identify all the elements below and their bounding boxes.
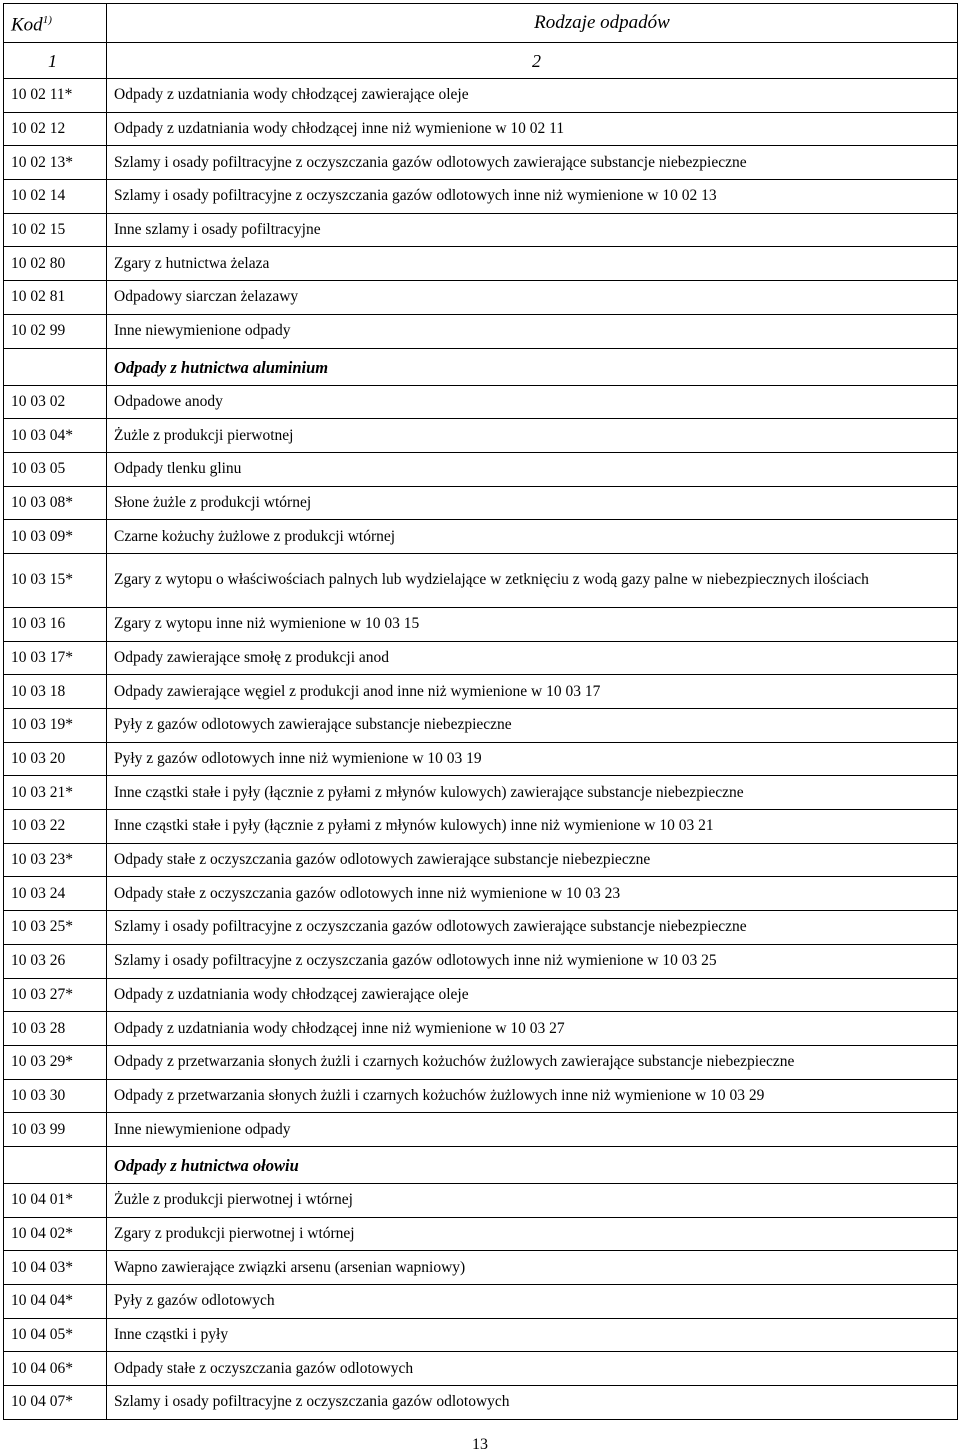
waste-code: 10 03 16 (4, 607, 107, 641)
waste-code: 10 03 29* (4, 1045, 107, 1079)
waste-description: Żużle z produkcji pierwotnej (107, 419, 958, 453)
waste-codes-table (3, 3, 958, 1420)
table-row (4, 1045, 958, 1079)
waste-description: Pyły z gazów odlotowych zawierające substancje niebezpieczne (107, 709, 958, 743)
waste-code: 10 02 15 (4, 213, 107, 247)
waste-description: Zgary z wytopu inne niż wymienione w 10 03 15 (107, 607, 958, 641)
table-row (4, 911, 958, 945)
waste-code: 10 02 81 (4, 281, 107, 315)
waste-description: Odpady z uzdatniania wody chłodzącej zawierające oleje (107, 978, 958, 1012)
table-row (4, 641, 958, 675)
waste-code: 10 03 19* (4, 709, 107, 743)
table-row (4, 553, 958, 607)
table-row (4, 452, 958, 486)
section-title: Odpady z hutnictwa aluminium (107, 348, 958, 385)
table-row (4, 675, 958, 709)
waste-description: Szlamy i osady pofiltracyjne z oczyszczania gazów odlotowych inne niż wymienione w 10 02 13 (107, 180, 958, 214)
waste-description: Odpadowe anody (107, 385, 958, 419)
waste-code: 10 03 22 (4, 810, 107, 844)
table-row (4, 1352, 958, 1386)
table-row (4, 742, 958, 776)
waste-code: 10 04 06* (4, 1352, 107, 1386)
waste-code: 10 02 11* (4, 79, 107, 113)
waste-code: 10 03 17* (4, 641, 107, 675)
waste-description: Inne niewymienione odpady (107, 1113, 958, 1147)
waste-description: Inne cząstki stałe i pyły (łącznie z pyłami z młynów kulowych) inne niż wymienione w 10 03 21 (107, 810, 958, 844)
table-row (4, 607, 958, 641)
waste-description: Odpady zawierające węgiel z produkcji anod inne niż wymienione w 10 03 17 (107, 675, 958, 709)
waste-description: Inne szlamy i osady pofiltracyjne (107, 213, 958, 247)
waste-description: Szlamy i osady pofiltracyjne z oczyszczania gazów odlotowych zawierające substancje niebezpieczne (107, 146, 958, 180)
waste-description: Odpady tlenku glinu (107, 452, 958, 486)
waste-description: Zgary z wytopu o właściwościach palnych lub wydzielające w zetknięciu z wodą gazy palne w niebezpiecznych ilościach (107, 553, 958, 607)
waste-description: Odpady z uzdatniania wody chłodzącej inne niż wymienione w 10 02 11 (107, 112, 958, 146)
waste-code: 10 03 27* (4, 978, 107, 1012)
table-row (4, 1217, 958, 1251)
header-type: Rodzaje odpadów (107, 4, 958, 43)
waste-code: 10 03 09* (4, 520, 107, 554)
table-row (4, 1079, 958, 1113)
table-row (4, 1012, 958, 1046)
table-row (4, 180, 958, 214)
header-code-label: Kod (11, 14, 43, 36)
waste-description: Czarne kożuchy żużlowe z produkcji wtórnej (107, 520, 958, 554)
waste-description: Odpady z przetwarzania słonych żużli i czarnych kożuchów żużlowych zawierające substancje niebezpieczne (107, 1045, 958, 1079)
table-row (4, 877, 958, 911)
waste-description: Pyły z gazów odlotowych (107, 1285, 958, 1319)
table-row (4, 146, 958, 180)
table-body (4, 4, 958, 1420)
table-row (4, 843, 958, 877)
column-number-code: 1 (4, 43, 107, 79)
table-row (4, 978, 958, 1012)
page-number: 13 (472, 1436, 488, 1453)
waste-description: Żużle z produkcji pierwotnej i wtórnej (107, 1183, 958, 1217)
table-row (4, 247, 958, 281)
waste-code: 10 03 18 (4, 675, 107, 709)
section-code-cell (4, 1146, 107, 1183)
waste-description: Zgary z produkcji pierwotnej i wtórnej (107, 1217, 958, 1251)
table-row (4, 810, 958, 844)
table-row (4, 486, 958, 520)
waste-description: Odpady z uzdatniania wody chłodzącej zawierające oleje (107, 79, 958, 113)
table-row (4, 1183, 958, 1217)
header-code (4, 4, 107, 43)
table-row (4, 1113, 958, 1147)
table-row (4, 1285, 958, 1319)
waste-code: 10 03 02 (4, 385, 107, 419)
waste-description: Odpady z uzdatniania wody chłodzącej inne niż wymienione w 10 03 27 (107, 1012, 958, 1046)
table-row (4, 1251, 958, 1285)
waste-description: Inne cząstki i pyły (107, 1318, 958, 1352)
table-row (4, 281, 958, 315)
waste-code: 10 03 21* (4, 776, 107, 810)
section-row (4, 1146, 958, 1183)
waste-code: 10 02 99 (4, 314, 107, 348)
table-row (4, 709, 958, 743)
waste-code: 10 03 24 (4, 877, 107, 911)
section-title: Odpady z hutnictwa ołowiu (107, 1146, 958, 1183)
waste-description: Odpady stałe z oczyszczania gazów odlotowych (107, 1352, 958, 1386)
waste-code: 10 04 05* (4, 1318, 107, 1352)
table-row (4, 944, 958, 978)
header-code-footnote: 1) (42, 14, 52, 27)
waste-description: Zgary z hutnictwa żelaza (107, 247, 958, 281)
waste-description: Szlamy i osady pofiltracyjne z oczyszczania gazów odlotowych (107, 1386, 958, 1420)
table-row (4, 776, 958, 810)
waste-code: 10 03 99 (4, 1113, 107, 1147)
table-row (4, 1386, 958, 1420)
table-row (4, 112, 958, 146)
waste-code: 10 03 05 (4, 452, 107, 486)
table-row (4, 520, 958, 554)
table-row (4, 385, 958, 419)
waste-code: 10 03 28 (4, 1012, 107, 1046)
waste-description: Odpadowy siarczan żelazawy (107, 281, 958, 315)
waste-description: Szlamy i osady pofiltracyjne z oczyszczania gazów odlotowych zawierające substancje niebezpieczne (107, 911, 958, 945)
waste-description: Wapno zawierające związki arsenu (arsenian wapniowy) (107, 1251, 958, 1285)
waste-code: 10 03 04* (4, 419, 107, 453)
table-row (4, 314, 958, 348)
waste-code: 10 03 30 (4, 1079, 107, 1113)
waste-description: Odpady z przetwarzania słonych żużli i czarnych kożuchów żużlowych inne niż wymienione w 10 03 29 (107, 1079, 958, 1113)
waste-description: Inne cząstki stałe i pyły (łącznie z pyłami z młynów kulowych) zawierające substancje niebezpieczne (107, 776, 958, 810)
section-row (4, 348, 958, 385)
waste-description: Odpady stałe z oczyszczania gazów odlotowych zawierające substancje niebezpieczne (107, 843, 958, 877)
waste-code: 10 04 02* (4, 1217, 107, 1251)
waste-code: 10 03 15* (4, 553, 107, 607)
waste-code: 10 02 80 (4, 247, 107, 281)
table-row (4, 1318, 958, 1352)
table-row (4, 79, 958, 113)
waste-code: 10 04 04* (4, 1285, 107, 1319)
waste-code: 10 03 26 (4, 944, 107, 978)
waste-code: 10 04 03* (4, 1251, 107, 1285)
waste-code: 10 04 01* (4, 1183, 107, 1217)
waste-code: 10 02 13* (4, 146, 107, 180)
waste-code: 10 02 14 (4, 180, 107, 214)
waste-description: Pyły z gazów odlotowych inne niż wymienione w 10 03 19 (107, 742, 958, 776)
waste-description: Inne niewymienione odpady (107, 314, 958, 348)
column-number-type: 2 (107, 43, 958, 79)
column-number-row (4, 43, 958, 79)
waste-code: 10 03 08* (4, 486, 107, 520)
section-code-cell (4, 348, 107, 385)
waste-description: Słone żużle z produkcji wtórnej (107, 486, 958, 520)
waste-code: 10 03 20 (4, 742, 107, 776)
waste-code: 10 03 25* (4, 911, 107, 945)
waste-description: Szlamy i osady pofiltracyjne z oczyszczania gazów odlotowych inne niż wymienione w 10 03 25 (107, 944, 958, 978)
waste-code: 10 02 12 (4, 112, 107, 146)
table-row (4, 419, 958, 453)
waste-description: Odpady zawierające smołę z produkcji anod (107, 641, 958, 675)
waste-description: Odpady stałe z oczyszczania gazów odlotowych inne niż wymienione w 10 03 23 (107, 877, 958, 911)
table-row (4, 213, 958, 247)
table-header-row (4, 4, 958, 43)
waste-code: 10 04 07* (4, 1386, 107, 1420)
waste-code: 10 03 23* (4, 843, 107, 877)
